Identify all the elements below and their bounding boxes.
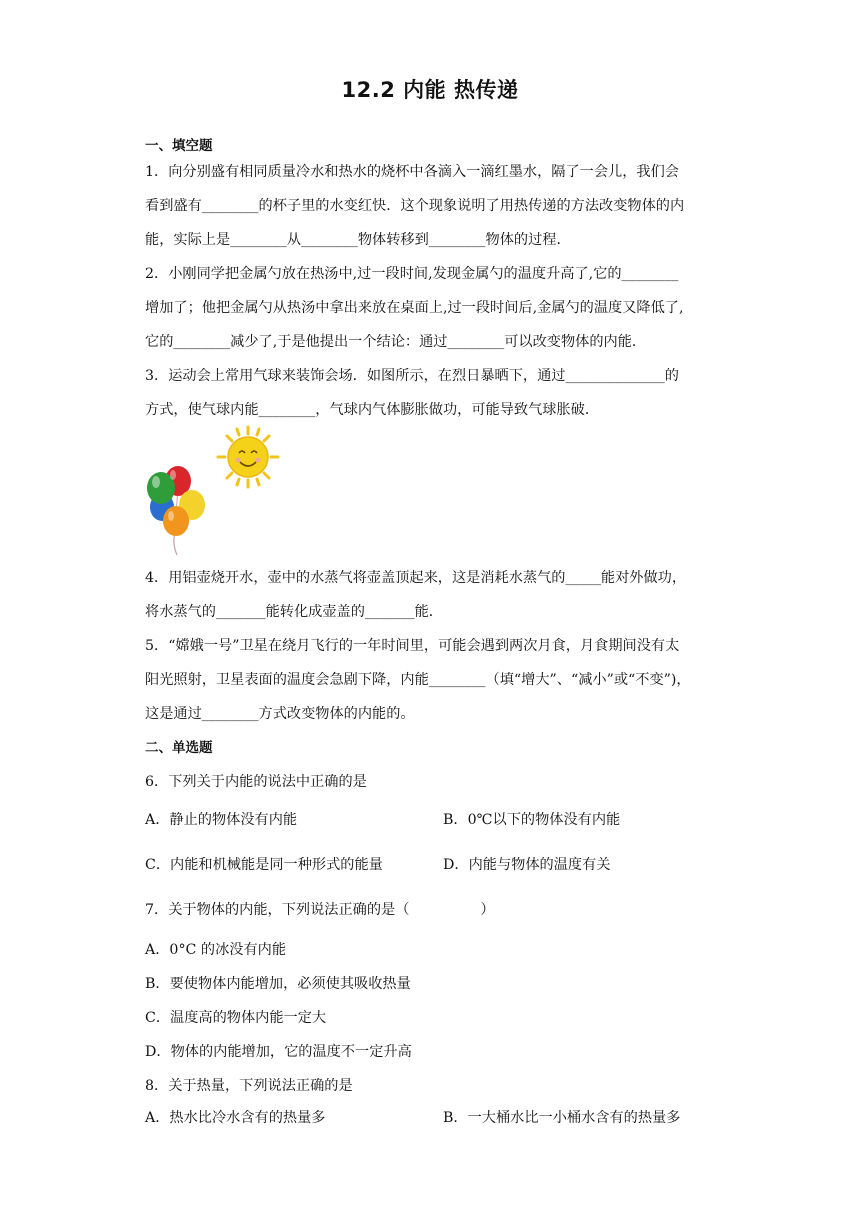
q2-line-2: 增加了；他把金属勺从热汤中拿出来放在桌面上,过一段时间后,金属勺的温度又降低了,	[145, 300, 684, 316]
q1-line-2: 看到盛有________的杯子里的水变红快．这个现象说明了用热传递的方法改变物体的内	[145, 198, 685, 214]
q6-option-b: B．0℃以下的物体没有内能	[443, 812, 621, 828]
q7-option-d: D．物体的内能增加，它的温度不一定升高	[145, 1044, 412, 1060]
q4-line-1: 4．用铝壶烧开水，壶中的水蒸气将壶盖顶起来，这是消耗水蒸气的_____能对外做功，	[145, 570, 687, 586]
q7-option-c: C．温度高的物体内能一定大	[145, 1010, 327, 1026]
q5-line-2: 阳光照射，卫星表面的温度会急剧下降，内能________（填“增大”、“减小”或“不变”)，	[145, 672, 691, 688]
q3-line-1: 3．运动会上常用气球来装饰会场．如图所示，在烈日暴晒下，通过______________的	[145, 368, 679, 384]
page-title: 12.2 内能 热传递	[341, 78, 519, 102]
q8-stem: 8．关于热量，下列说法正确的是	[145, 1078, 353, 1094]
balloons-and-sun-illustration	[140, 425, 280, 565]
q4-line-2: 将水蒸气的_______能转化成壶盖的_______能．	[145, 604, 443, 620]
q7-stem: 7．关于物体的内能，下列说法正确的是（ ）	[145, 902, 495, 918]
q7-option-b: B．要使物体内能增加，必须使其吸收热量	[145, 976, 411, 992]
q1-line-3: 能，实际上是________从________物体转移到________物体的过程．	[145, 232, 571, 248]
q6-option-a: A．静止的物体没有内能	[145, 812, 298, 828]
q8-option-a: A．热水比冷水含有的热量多	[145, 1110, 326, 1126]
q6-option-c: C．内能和机械能是同一种形式的能量	[145, 857, 383, 873]
sun-icon	[218, 427, 278, 487]
q3-line-2: 方式，使气球内能________，气球内气体膨胀做功，可能导致气球胀破．	[145, 402, 600, 418]
q5-line-1: 5．“嫦娥一号”卫星在绕月飞行的一年时间里，可能会遇到两次月食，月食期间没有太	[145, 638, 680, 654]
q8-option-b: B．一大桶水比一小桶水含有的热量多	[443, 1110, 681, 1126]
balloons-icon	[147, 466, 205, 555]
q2-line-3: 它的________减少了,于是他提出一个结论：通过________可以改变物体的内能．	[145, 334, 647, 350]
q6-option-d: D．内能与物体的温度有关	[443, 857, 611, 873]
q2-line-1: 2．小刚同学把金属勺放在热汤中,过一段时间,发现金属勺的温度升高了,它的________	[145, 266, 679, 282]
q1-line-1: 1．向分别盛有相同质量冷水和热水的烧杯中各滴入一滴红墨水，隔了一会儿，我们会	[145, 164, 679, 180]
section-heading-single-choice: 二、单选题	[145, 740, 213, 756]
section-heading-fill-in: 一、填空题	[145, 138, 213, 154]
q6-stem: 6．下列关于内能的说法中正确的是	[145, 774, 367, 790]
q5-line-3: 这是通过________方式改变物体的内能的。	[145, 706, 415, 722]
q7-option-a: A．0°C 的冰没有内能	[145, 942, 287, 958]
